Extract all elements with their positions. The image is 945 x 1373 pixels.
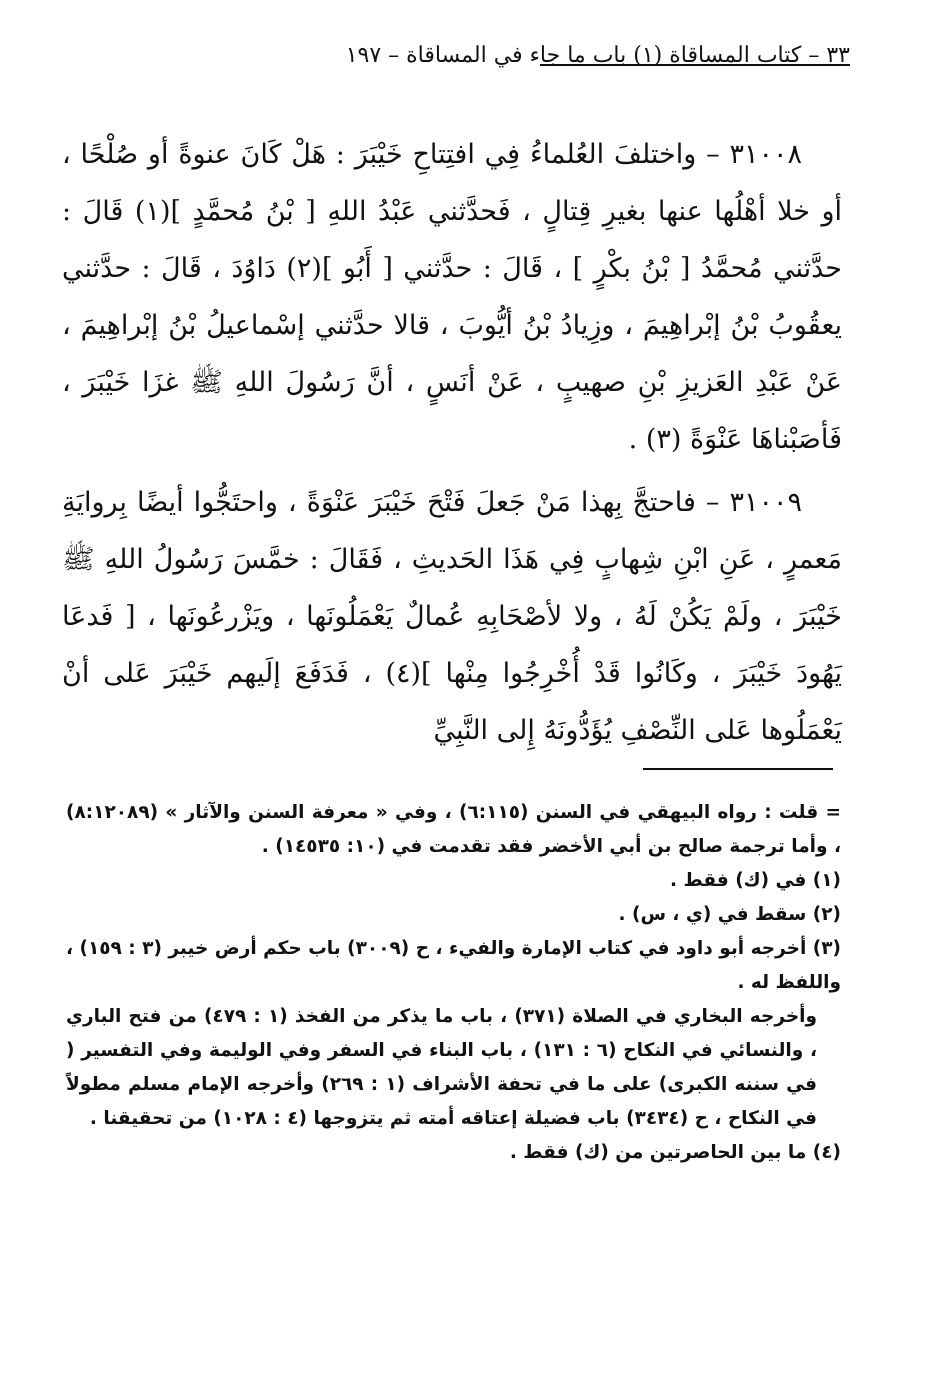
footnote-2: (٢) سقط في (ي ، س) . xyxy=(618,904,841,925)
footnote-3: (٣) أخرجه أبو داود في كتاب الإمارة والفيء ، ح (٣٠٠٩) باب حكم أرض خيبر (٣ : ١٥٩) ، واللفظ له . xyxy=(66,938,841,993)
running-header xyxy=(70,36,850,76)
footnote-continuation: = قلت : رواه البيهقي في السنن (٦:١١٥) ، وفي « معرفة السنن والآثار » (٨:١٢٠٨٩) ، وأما ترجمة صالح بن أبي الأخضر فقد تقدمت في (١٠: ١٤٥٣٥) . xyxy=(66,802,841,857)
header-rule xyxy=(540,64,850,66)
footnote-separator xyxy=(643,768,833,770)
footnote-4: (٤) ما بين الحاصرتين من (ك) فقط . xyxy=(509,1142,841,1163)
paragraph-31008: ٣١٠٠٨ – واختلفَ العُلماءُ فِي افتِتاحِ خَيْبَرَ : هَلْ كَانَ عنوةً أو صُلْحًا ، أو خلا أهْلُها عنها بغيرِ قِتالٍ ، فَحدَّثني عَبْدُ اللهِ [ بْنُ مُحمَّدٍ ](١) قَالَ : حدَّثني مُحمَّدُ [ بْنُ بكْرٍ ] ، قَالَ : حدَّثني [ أَبُو ](٢) دَاوُدَ ، قَالَ : حدَّثني يعقُوبُ بْنُ إبْراهِيمَ ، وزِيادُ بْنُ أيُّوبَ ، قالا حدَّثني إسْماعيلُ بْنُ إبْراهِيمَ ، عَنْ عَبْدِ العَزيزِ بْنِ صهيبٍ ، عَنْ أنَسٍ ، أنَّ رَسُولَ اللهِ ﷺ غزَا خَيْبَرَ ، فَأصَبْناهَا عَنْوَةً (٣) . xyxy=(62,139,843,455)
main-text xyxy=(62,126,842,765)
header-title: ٣٣ – كتاب المساقاة (١) باب ما جاء في المساقاة – ١٩٧ xyxy=(345,43,850,68)
footnote-3-continued: وأخرجه البخاري في الصلاة (٣٧١) ، باب ما يذكر من الفخذ (١ : ٤٧٩) من فتح الباري ، والنسائي في النكاح (٦ : ١٣١) ، باب البناء في السفر وفي الوليمة وفي التفسير ( في سننه الكبرى) على ما في تحفة الأشراف (١ : ٢٦٩) وأخرجه الإمام مسلم مطولاً في النكاح ، ح (٣٤٣٤) باب فضيلة إعتاقه أمته ثم يتزوجها (٤ : ١٠٢٨) من تحقيقنا . xyxy=(66,1006,818,1129)
paragraph-31009: ٣١٠٠٩ – فاحتجَّ بِهذا مَنْ جَعلَ فَتْحَ خَيْبَرَ عَنْوَةً ، واحتَجُّوا أيضًا بِروايَةِ مَعمرٍ ، عَنِ ابْنِ شِهابٍ فِي هَذَا الحَديثِ ، فَقَالَ : خمَّسَ رَسُولُ اللهِ ﷺ خَيْبَرَ ، ولَمْ يَكُنْ لَهُ ، ولا لأصْحَابِهِ عُمالٌ يَعْمَلُونَها ، ويَزْرعُونَها ، [ فَدعَا يَهُودَ خَيْبَرَ ، وكَانُوا قَدْ أُخْرِجُوا مِنْها ](٤) ، فَدَفَعَ إلَيهم خَيْبَرَ عَلى أنْ يَعْمَلُوها عَلى النِّصْفِ يُؤَدُّونَهُ إِلى النَّبِيِّ xyxy=(62,487,843,746)
footnotes xyxy=(66,796,841,1170)
footnote-1: (١) في (ك) فقط . xyxy=(670,870,841,891)
